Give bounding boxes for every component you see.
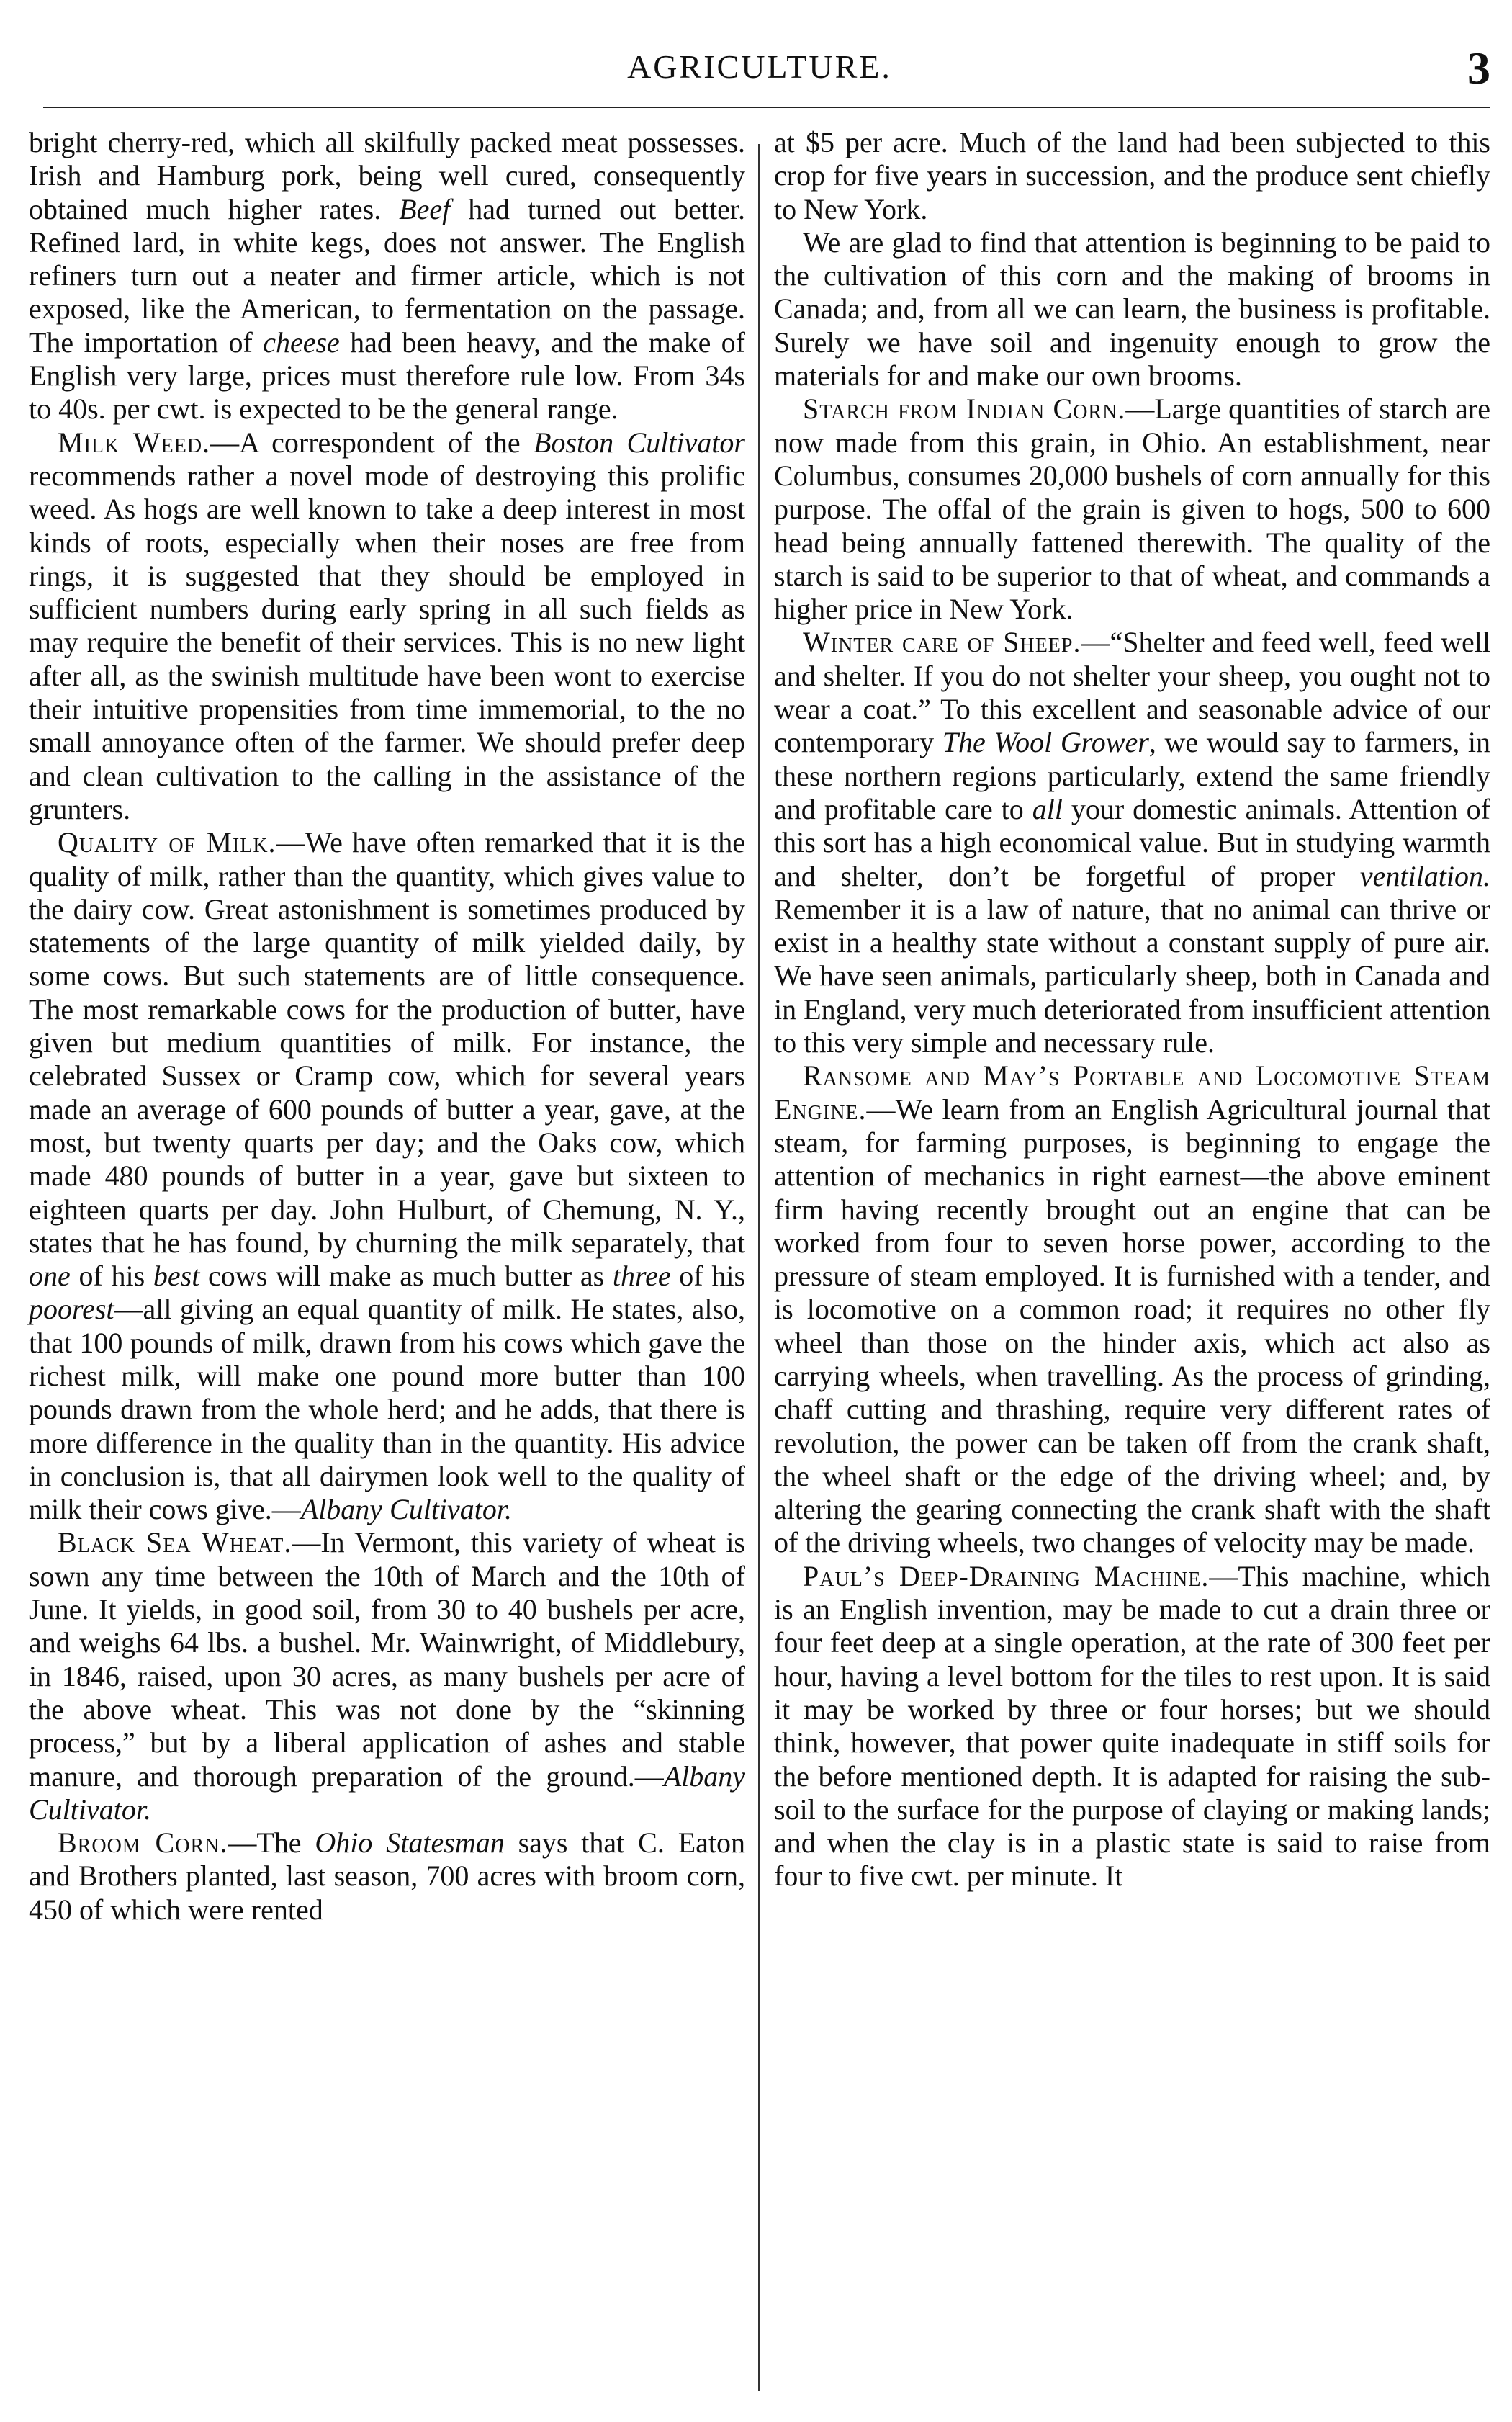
page-number: 3 xyxy=(1467,42,1490,94)
page-header xyxy=(29,42,1490,114)
paragraph-starch: Starch from Indian Corn.—Large quantities of starch are now made from this grain, in Ohio. An establishment, near Columbus, consumes 20,000 bushels of corn annually for this purpose. The offal of the grain is given to hogs, 500 to 600 head being annually fattened therewith. The quality of the starch is said to be superior to that of wheat, and commands a higher price in New York. xyxy=(774,393,1490,626)
left-column xyxy=(29,126,745,1927)
paragraph-broom-corn: Broom Corn.—The Ohio Statesman says that C. Eaton and Brothers planted, last season, 700 acres with broom corn, 450 of which were rented xyxy=(29,1826,745,1926)
column-divider xyxy=(758,144,760,2391)
right-column xyxy=(774,126,1490,1893)
section-heading: Paul’s Deep-Draining Machine. xyxy=(803,1559,1210,1592)
paragraph-black-sea-wheat: Black Sea Wheat.—In Vermont, this variety of wheat is sown any time between the 10th of March and the 10th of June. It yields, in good soil, from 30 to 40 bushels per acre, and weighs 64 lbs. a bushel. Mr. Wainwright, of Middlebury, in 1846, raised, upon 30 acres, as many bushels per acre of the above wheat. This was not done by the “skinning process,” but by a liberal application of ashes and stable manure, and thorough preparation of the ground.—Albany Cultivator. xyxy=(29,1526,745,1826)
paragraph-quality-of-milk: Quality of Milk.—We have often remarked that it is the quality of milk, rather than the quantity, which gives value to the dairy cow. Great astonishment is sometimes produced by statements of the large quantity of milk yielded daily, by some cows. But such statements are of little consequence. The most remarkable cows for the production of butter, have given but medium quantities of milk. For instance, the celebrated Sussex or Cramp cow, which for several years made an average of 600 pounds of butter a year, gave, at the most, but twenty quarts per day; and the Oaks cow, which made 480 pounds of butter in a year, gave but sixteen to eighteen quarts per day. John Hulburt, of Chemung, N. Y., states that he has found, by churning the milk separately, that one of his best cows will make as much butter as three of his poorest—all giving an equal quantity of milk. He states, also, that 100 pounds of milk, drawn from his cows which gave the richest milk, will make one pound more butter than 100 pounds drawn from the whole herd; and he adds, that there is more difference in the quality than in the quantity. His advice in conclusion is, that all dairymen look well to the quality of milk their cows give.—Albany Cultivator. xyxy=(29,826,746,1526)
header-rule xyxy=(43,107,1490,108)
paragraph-winter-care-sheep: Winter care of Sheep.—“Shelter and feed well, feed well and shelter. If you do not shelter your sheep, you ought not to wear a coat.” To this excellent and seasonable advice of our contemporary The Wool Grower, we would say to farmers, in these northern regions particularly, extend the same friendly and profitable care to all your domestic animals. Attention of this sort has a high economical value. But in studying warmth and shelter, don’t be forgetful of proper ventilation. Remember it is a law of nature, that no animal can thrive or exist in a healthy state without a constant supply of pure air. We have seen animals, particularly sheep, both in Canada and in England, very much deteriorated from insufficient attention to this very simple and necessary rule. xyxy=(774,626,1490,1059)
paragraph-milk-weed: Milk Weed.—A correspondent of the Boston Cultivator recommends rather a novel mode of destroying this prolific weed. As hogs are well known to take a deep interest in most kinds of roots, especially when their noses are free from rings, it is suggested that they should be employed in sufficient numbers during early spring in all such fields as may require the benefit of their services. This is no new light after all, as the swinish multitude have been wont to exercise their intuitive propensities from time immemorial, to the no small annoyance often of the farmer. We should prefer deep and clean cultivation to the calling in the assistance of the grunters. xyxy=(29,426,745,825)
section-heading: Ransome and May’s Portable and Locomotive Steam Engine. xyxy=(774,1059,1490,1126)
section-heading: Winter care of Sheep. xyxy=(803,626,1081,659)
running-title: AGRICULTURE. xyxy=(627,48,892,85)
section-heading: Quality of Milk. xyxy=(58,826,276,859)
paragraph-trade-report: bright cherry-red, which all skilfully packed meat possesses. Irish and Hamburg pork, being well cured, consequently obtained much higher rates. Beef had turned out better. Refined lard, in white kegs, does not answer. The English refiners turn out a neater and firmer article, which is not exposed, like the American, to fermentation on the passage. The importation of cheese had been heavy, and the make of English very large, prices must therefore rule low. From 34s to 40s. per cwt. is expected to be the general range. xyxy=(29,126,746,426)
paragraph-brooms-canada: We are glad to find that attention is beginning to be paid to the cultivation of this corn and the making of brooms in Canada; and, from all we can learn, the business is profitable. Surely we have soil and ingenuity enough to grow the materials for and make our own brooms. xyxy=(774,225,1490,393)
section-heading: Black Sea Wheat. xyxy=(58,1526,292,1559)
paragraph-draining-machine: Paul’s Deep-Draining Machine.—This machine, which is an English invention, may be made to cut a drain three or four feet deep at a single operation, at the rate of 300 feet per hour, having a level bottom for the tiles to rest upon. It is said it may be worked by three or four horses; but we should think, however, that power quite inadequate in stiff soils for the before mentioned depth. It is adapted for raising the sub-soil to the surface for the purpose of claying or making lands; and when the clay is in a plastic state is said to raise from four to five cwt. per minute. It xyxy=(774,1559,1490,1893)
paragraph-steam-engine: Ransome and May’s Portable and Locomotive Steam Engine.—We learn from an English Agricultural journal that steam, for farming purposes, is beginning to engage the attention of mechanics in right earnest—the above eminent firm having recently brought out an engine that can be worked from four to seven horse power, according to the pressure of steam employed. It is furnished with a tender, and is locomotive on a common road; it requires no other fly wheel than those on the hinder axis, which act also as carrying wheels, when travelling. As the process of grinding, chaff cutting and thrashing, require very different rates of revolution, the power can be taken off from the crank shaft, the wheel shaft or the edge of the driving wheel; and, by altering the gearing connecting the crank shaft with the shaft of the driving wheels, two changes of velocity may be made. xyxy=(774,1059,1490,1559)
section-heading: Starch from Indian Corn. xyxy=(803,393,1126,426)
paragraph-broom-corn-continued: at $5 per acre. Much of the land had been subjected to this crop for five years in succession, and the produce sent chiefly to New York. xyxy=(774,126,1490,225)
section-heading: Broom Corn. xyxy=(58,1826,228,1860)
section-heading: Milk Weed. xyxy=(58,426,211,459)
